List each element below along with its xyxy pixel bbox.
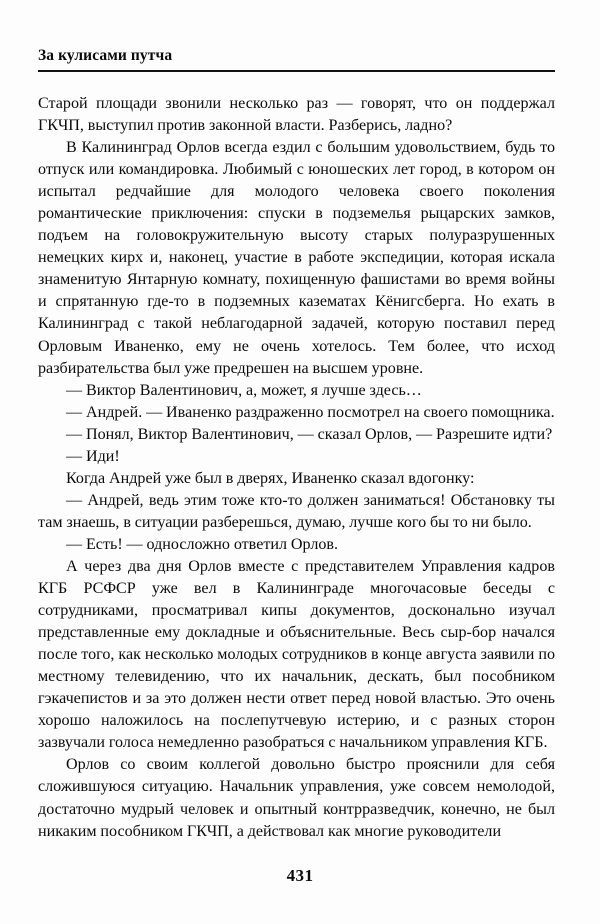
body-text-block [38,93,555,843]
running-head [38,46,555,72]
paragraph-continuation: Старой площади звонили несколько раз — говорят, что он поддержал ГКЧП, выступил против законной власти. Разберись, ладно? [38,95,555,135]
dialogue-line: — Есть! — односложно ответил Орлов. [66,535,339,553]
dialogue-line: — Виктор Валентинович, а, может, я лучше здесь… [66,381,422,399]
dialogue-line: — Андрей, ведь этим тоже кто-то должен заниматься! Обстановку ты там знаешь, в ситуации разберешься, думаю, лучше кого бы то ни было. [38,491,555,531]
dialogue-line: — Понял, Виктор Валентинович, — сказал Орлов, — Разрешите идти? [66,425,553,443]
page-number: 431 [286,866,314,885]
dialogue-line: — Андрей. — Иваненко раздраженно посмотрел на своего помощника. [66,403,555,421]
paragraph: Когда Андрей уже был в дверях, Иваненко сказал вдогонку: [66,469,475,487]
paragraph: Орлов со своим коллегой довольно быстро прояснили для себя сложившуюся ситуацию. Начальник управления, уже совсем немолодой, достаточно мудрый человек и опытный контрразведчик, конечно, не был никаким пособником ГКЧП, а действовал как многие руководители [38,756,555,840]
running-head-title: За кулисами путча [38,47,173,64]
dialogue-line: — Иди! [66,447,120,465]
running-head-rule [38,70,555,72]
paragraph: В Калининград Орлов всегда ездил с большим удовольствием, будь то отпуск или командировка. Любимый с юношеских лет город, в котором он испытал редчайшие для молодого человека своего поколения романтические приключения: спуски в подземелья рыцарских замков, подъем на головокружительную высоту старых полуразрушенных немецких кирх и, наконец, участие в работе экспедиции, которая искала знаменитую Янтарную комнату, похищенную фашистами во время войны и спрятанную где-то в подземных казематах Кёнигсберга. Но ехать в Калининград с такой неблагодарной задачей, которую поставил перед Орловым Иваненко, ему не очень хотелось. Тем более, что исход разбирательства был уже предрешен на высшем уровне. [38,139,555,377]
paragraph: А через два дня Орлов вместе с представителем Управления кадров КГБ РСФСР уже вел в Калининграде многочасовые беседы с сотрудниками, просматривал кипы документов, досконально изучал представленные ему докладные и объяснительные. Весь сыр-бор начался после того, как несколько молодых сотрудников в конце августа заявили по местному телевидению, что их начальник, дескать, был пособником гэкачепистов и за это должен нести ответ перед новой властью. Это очень хорошо наложилось на послепутчевую истерию, и с разных сторон зазвучали голоса немедленно разобраться с начальником управления КГБ. [38,557,555,752]
